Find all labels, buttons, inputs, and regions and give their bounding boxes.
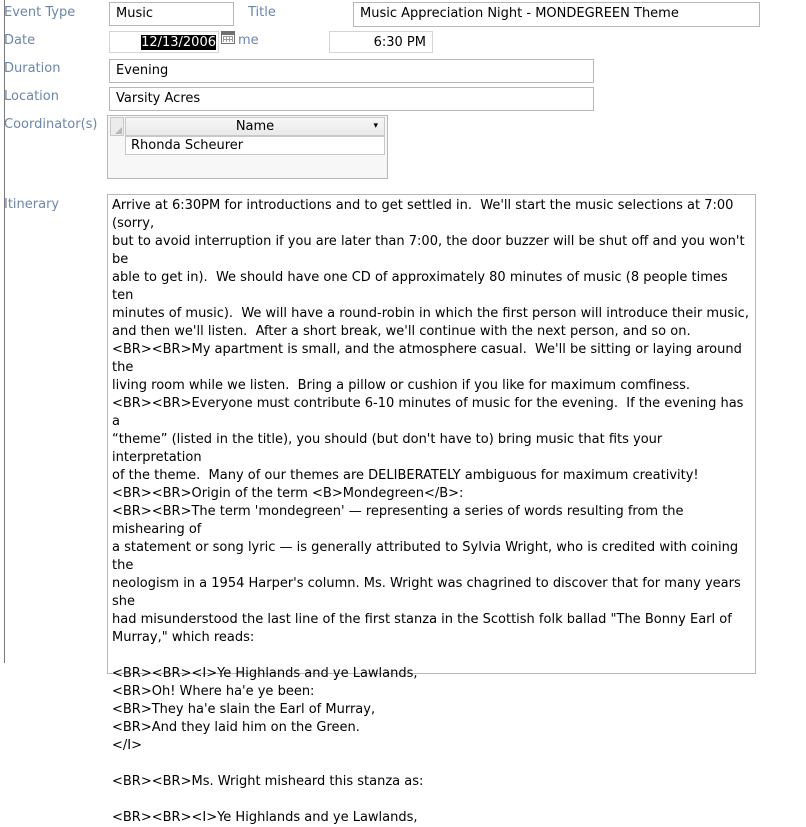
itinerary-line: minutes of music). We will have a round-robin in which the first person will introduce their music, [112,306,749,321]
itinerary-line: <BR><BR>Origin of the term <B>Mondegreen</B>: [112,486,464,501]
coordinators-subform [107,115,388,179]
itinerary-line: of the theme. Many of our themes are DELIBERATELY ambiguous for maximum creativity! [112,468,699,483]
itinerary-line: living room while we listen. Bring a pillow or cushion if you like for maximum comfiness. [112,378,691,393]
itinerary-line: <BR><BR><I>Ye Highlands and ye Lawlands, [112,810,418,825]
event-type-field[interactable]: Music [109,2,234,26]
itinerary-textbox[interactable] [107,194,756,825]
itinerary-line: Arrive at 6:30PM for introductions and to get settled in. We'll start the music selections at 7:00 (sorry, [112,198,738,231]
itinerary-line: “theme” (listed in the title), you should (but don't have to) bring music that fits your interpretation [112,432,667,465]
itinerary-line [112,791,749,809]
itinerary-line: </I> [112,738,142,753]
itinerary-line: <BR><BR>The term 'mondegreen' — representing a series of words resulting from the mishearing of [112,504,688,537]
event-type-label: Event Type [4,5,76,20]
date-label: Date [4,33,36,48]
chevron-down-icon[interactable]: ▾ [373,121,378,131]
itinerary-line: <BR><BR><I>Ye Highlands and ye Lawlands, [112,666,418,681]
location-field[interactable]: Varsity Acres [109,87,594,111]
itinerary-line: and then we'll listen. After a short break, we'll continue with the next person, and so on. [112,324,691,339]
itinerary-line: <BR>And they laid him on the Green. [112,720,360,735]
duration-field[interactable]: Evening [109,59,594,83]
itinerary-label: Itinerary [4,197,60,212]
title-label: Title [248,5,276,20]
title-field[interactable]: Music Appreciation Night - MONDEGREEN Theme [353,2,760,27]
itinerary-line: able to get in). We should have one CD of approximately 80 minutes of music (8 people times ten [112,270,732,303]
time-label: me [238,33,259,48]
name-column-header[interactable] [125,117,385,136]
coordinators-label: Coordinator(s) [4,117,98,132]
itinerary-line: but to avoid interruption if you are later than 7:00, the door buzzer will be shut off and you won't be [112,234,749,267]
itinerary-line: Murray," which reads: [112,630,255,645]
itinerary-line: a statement or song lyric — is generally attributed to Sylvia Wright, who is credited with coining the [112,540,743,573]
itinerary-line: had misunderstood the last line of the first stanza in the Scottish folk ballad "The Bonny Earl of [112,612,732,627]
itinerary-line: <BR><BR>Everyone must contribute 6-10 minutes of music for the evening. If the evening has a [112,396,748,429]
itinerary-line: <BR><BR>My apartment is small, and the atmosphere casual. We'll be sitting or laying around the [112,342,746,375]
coordinator-row[interactable]: Rhonda Scheurer [125,136,385,155]
date-field[interactable] [109,31,219,53]
itinerary-line: neologism in a 1954 Harper's column. Ms. Wright was chagrined to discover that for many years she [112,576,745,609]
datasheet-select-all[interactable] [110,117,124,136]
name-column-header-label: Name [235,119,275,134]
itinerary-line [112,755,749,773]
itinerary-line [112,647,749,665]
itinerary-line: <BR><BR>Ms. Wright misheard this stanza as: [112,774,424,789]
duration-label: Duration [4,61,61,76]
date-field-value: 12/13/2006 [141,35,216,50]
itinerary-line: <BR>Oh! Where ha'e ye been: [112,684,315,699]
time-field[interactable]: 6:30 PM [329,31,433,53]
calendar-icon[interactable] [221,31,235,44]
location-label: Location [4,89,59,104]
itinerary-line: <BR>They ha'e slain the Earl of Murray, [112,702,376,717]
